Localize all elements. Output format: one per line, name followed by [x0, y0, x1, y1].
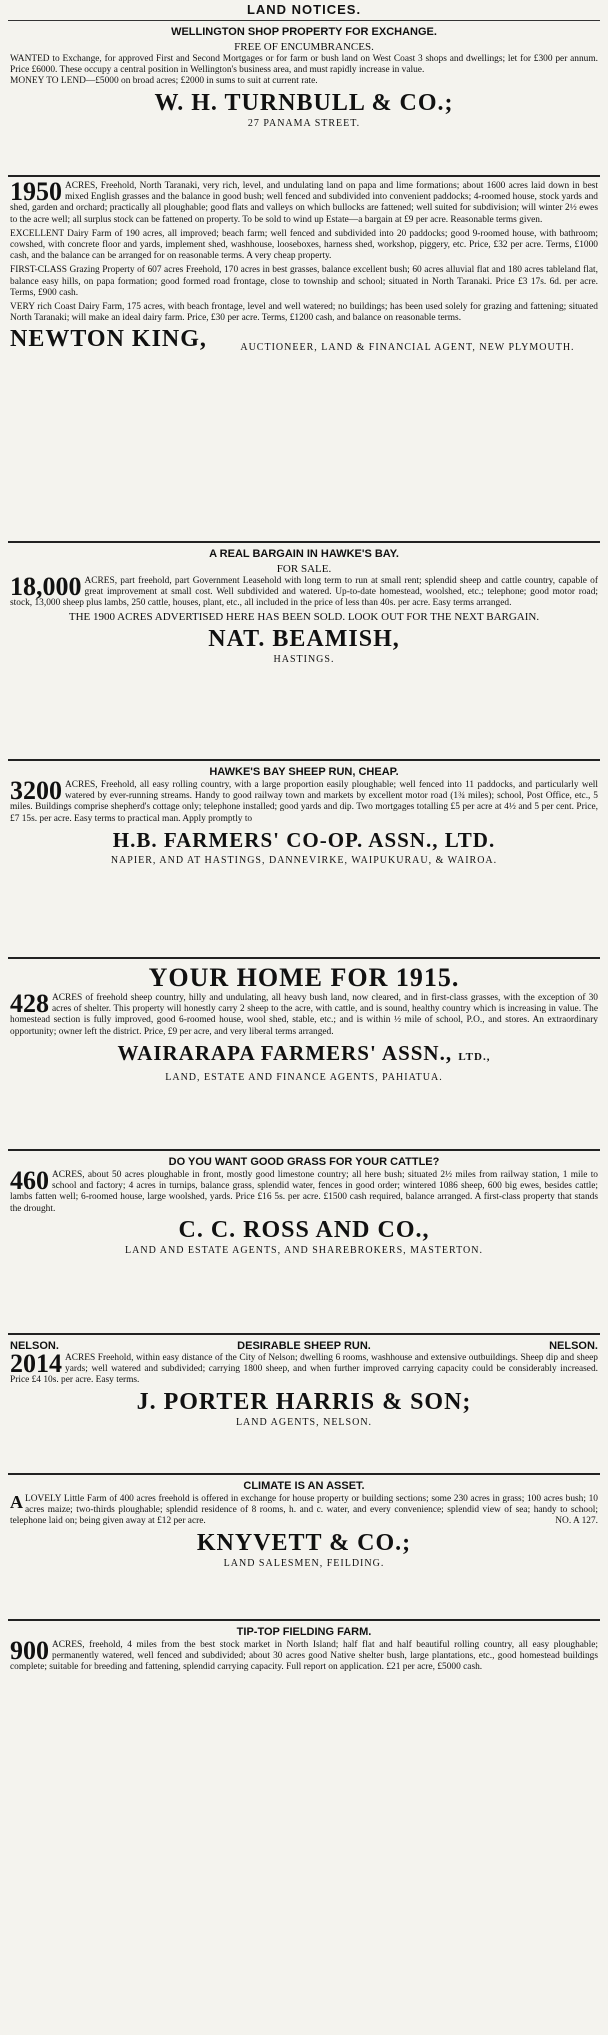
heading-right: NELSON. [549, 1340, 598, 1352]
ad-heading: HAWKE'S BAY SHEEP RUN, CHEAP. [209, 766, 399, 778]
ad-knyvett [8, 1475, 600, 1621]
ad-body [10, 1349, 598, 1387]
newspaper-page [8, 0, 600, 1719]
firm-address: LAND AGENTS, NELSON. [235, 1416, 373, 1428]
firm-address: NAPIER, AND AT HASTINGS, DANNEVIRKE, WAIPUKURAU, & WAIROA. [110, 854, 498, 866]
ad-reference: NO. A 127. [555, 1516, 598, 1527]
acreage-number: 3200 [10, 776, 62, 805]
ad-body-text: ACRES, Freehold, North Taranaki, very rich, level, and undulating land on papa and lime formations; about 1600 acres laid down in best mixed English grasses and the balance in good bush; well fenced and subdivided into convenient paddocks; 4-roomed house, stock yards and shed, garden and orchard; practically all ploughable; good flats and valleys on which bullocks are fattened; well suited for subdivision; will winter 2½ ewes to the acre well; all surplus stock can be fattened on property. To be sold to wind up Estate—a bargain at £9 per acre. Reasonable terms given. [10, 181, 598, 225]
firm-row [10, 324, 598, 354]
firm-name: C. C. ROSS AND CO., [178, 1216, 430, 1243]
ad-hb-farmers [8, 761, 600, 959]
ad-subheading: FREE OF ENCUMBRANCES. [234, 41, 374, 53]
firm-name: H.B. FARMERS' CO-OP. ASSN., LTD. [112, 827, 496, 852]
firm-address: HASTINGS. [273, 653, 335, 665]
ad-heading: WELLINGTON SHOP PROPERTY FOR EXCHANGE. [171, 26, 437, 38]
ad-body [10, 177, 598, 226]
ad-body-text: ACRES of freehold sheep country, hilly and undulating, all heavy bush land, now cleared, and in first-class grasses, with the exception of 30 acres of shelter. This property will honestly carry 2 sheep to the acre, with cattle, and is sound, healthy country which is increasing in value. The homestead section is fully improved, good 6-roomed house, wool shed, stable, etc.; and is within ½ mile of school, P.O., and stores. An extraordinary opportunity; owner left the district. Price, £9 per acre, and very liberal terms arranged. [10, 993, 598, 1037]
ad-heading: YOUR HOME FOR 1915. [148, 963, 460, 992]
ad-body [10, 776, 598, 825]
firm-name: W. H. TURNBULL & CO.; [154, 89, 454, 116]
firm-address: LAND AND ESTATE AGENTS, AND SHAREBROKERS, MASTERTON. [125, 1244, 483, 1256]
ad-body [10, 989, 598, 1038]
ad-tiptop [8, 1621, 600, 1719]
firm-suffix: LTD., [458, 1050, 491, 1063]
firm-name: J. PORTER HARRIS & SON; [136, 1388, 472, 1415]
ad-heading-row [10, 1339, 598, 1353]
ad-body: EXCELLENT Dairy Farm of 190 acres, all improved; beach farm; well fenced and subdivided into 20 paddocks; good 9-roomed house, with bathroom; cowshed, with concrete floor and yards, implement shed, washhouse, looseboxes, harness shed, workshop, piggery, etc. Price, £32 per acre. Terms, £1000 cash, and the balance can be arranged for on reasonable terms. A very cheap property. [10, 228, 598, 262]
acreage-number: 1950 [10, 177, 62, 206]
ad-body [10, 572, 598, 610]
ad-body: FIRST-CLASS Grazing Property of 607 acres Freehold, 170 acres in best grasses, balance excellent bush; 60 acres alluvial flat and 180 acres tableland flat, balance easy hills, on papa formation; good formed road frontage, close to township and school; situated in North Taranaki. Price £3 17s. 6d. per acre. Terms, £900 cash. [10, 265, 598, 298]
ad-beamish [8, 543, 600, 761]
firm-name: NEWTON KING, [10, 326, 207, 353]
masthead: LAND NOTICES. [8, 0, 600, 21]
firm-name: NAT. BEAMISH, [208, 625, 400, 652]
firm-address: AUCTIONEER, LAND & FINANCIAL AGENT, NEW PLYMOUTH. [240, 342, 575, 354]
ad-body-text: ACRES, about 50 acres ploughable in front, mostly good limestone country; all here bush; situated 2½ miles from railway station, 1 mile to school and factory; 4 acres in turnips, balance grass, splendid water, fences in good order; wintered 1086 sheep, 600 big ewes, besides cattle; lambs fatten well; 6-roomed house, large woolshed, yards. Price £16 5s. per acre. £1500 cash required, balance arranged. A first-class property that stands the drought. [10, 1170, 598, 1214]
ad-subheading: FOR SALE. [276, 563, 332, 575]
ad-body: WANTED to Exchange, for approved First and Second Mortgages or for farm or bush land on West Coast 3 shops and dwellings; let for £300 per annum. Price £6000. These occupy a central position in Wellington's business area, and must rapidly increase in value. [10, 54, 598, 76]
firm-address: LAND, ESTATE AND FINANCE AGENTS, PAHIATUA. [165, 1071, 443, 1083]
firm-address: 27 PANAMA STREET. [247, 117, 361, 129]
ad-body [10, 1166, 598, 1215]
ad-body [10, 1636, 598, 1674]
ad-heading: A REAL BARGAIN IN HAWKE'S BAY. [209, 548, 399, 560]
ad-body: MONEY TO LEND—£5000 on broad acres; £2000 in sums to suit at current rate. [10, 76, 318, 87]
acreage-number: 18,000 [10, 572, 82, 601]
ad-body-text: ACRES, Freehold, all easy rolling country, with a large proportion easily ploughable; well fenced into 11 paddocks, and particularly well watered by ever-running streams. Handy to good railway town and markets by excellent motor road (1¾ miles); school, Post Office, etc., 5 miles. Buildings comprise shepherd's cottage only; telephone installed; good yards and dip. Two mortgages totalling £5 per acre at 4½ and 5 per cent. Price, £7 15s. per acre. Easy terms to practical man. Apply promptly to [10, 780, 598, 824]
ad-ross [8, 1151, 600, 1335]
acreage-number: 2014 [10, 1349, 62, 1378]
ad-newton-king [8, 177, 600, 543]
ad-heading: CLIMATE IS AN ASSET. [243, 1480, 365, 1492]
ad-body-text: LOVELY Little Farm of 400 acres freehold is offered in exchange for house property or building sections; some 230 acres in grass; 100 acres bush; 10 acres maize; two-thirds ploughable; splendid residence of 8 rooms, h. and c. water, and every convenience; splendid view of sea; handy to school; telephone laid on; being given away at £12 per acre. [10, 1494, 598, 1527]
ad-note: THE 1900 ACRES ADVERTISED HERE HAS BEEN SOLD. LOOK OUT FOR THE NEXT BARGAIN. [68, 610, 540, 623]
firm-name-row [10, 1038, 598, 1072]
acreage-number: 900 [10, 1636, 49, 1665]
ad-body [10, 1494, 598, 1528]
firm-name: WAIRARAPA FARMERS' ASSN., [117, 1040, 453, 1065]
ad-harris [8, 1335, 600, 1475]
ad-heading: DESIRABLE SHEEP RUN. [237, 1340, 371, 1352]
ad-wairarapa [8, 959, 600, 1151]
ad-heading: TIP-TOP FIELDING FARM. [236, 1626, 372, 1638]
ad-body-text: ACRES, freehold, 4 miles from the best stock market in North Island; half flat and half beautiful rolling country, all easy ploughable; permanently watered, well fenced and subdivided; about 30 acres good Native shelter bush, large plantations, etc., good homestead buildings complete; suitable for breeding and fattening, splendid carrying capacity. Full report on application. £21 per acre, £5000 cash. [10, 1640, 598, 1673]
ad-turnbull [8, 21, 600, 177]
firm-address: LAND SALESMEN, FEILDING. [223, 1557, 385, 1569]
ad-body-text: ACRES, part freehold, part Government Leasehold with long term to run at small rent; splendid sheep and cattle country, capable of great improvement at small cost. Well subdivided and watered. Up-to-date homestead, woolshed, etc.; telephone; good motor road; stock, 13,000 sheep plus lambs, 250 cattle, houses, plant, etc., all included in the price of less than 40s. per acre. Easy terms arranged. [10, 576, 598, 609]
acreage-number: 428 [10, 989, 49, 1018]
ad-body-text: ACRES Freehold, within easy distance of the City of Nelson; dwelling 6 rooms, washhouse and extensive outbuildings. Sheep dip and sheep yards; well watered and subdivided; carrying 1800 sheep, and when further improved carrying capacity could be considerably increased. Price £4 10s. per acre. Easy terms. [10, 1353, 598, 1386]
acreage-number: 460 [10, 1166, 49, 1195]
ad-body: VERY rich Coast Dairy Farm, 175 acres, with beach frontage, level and well watered; no buildings; has been used solely for grazing and fattening; situated North Taranaki; will make an ideal dairy farm. Price, £30 per acre. Terms, £1200 cash, and balance on reasonable terms. [10, 302, 598, 324]
drop-cap: A [10, 1492, 23, 1512]
ad-heading: DO YOU WANT GOOD GRASS FOR YOUR CATTLE? [168, 1156, 440, 1168]
firm-name: KNYVETT & CO.; [196, 1529, 412, 1556]
heading-left: NELSON. [10, 1340, 59, 1352]
